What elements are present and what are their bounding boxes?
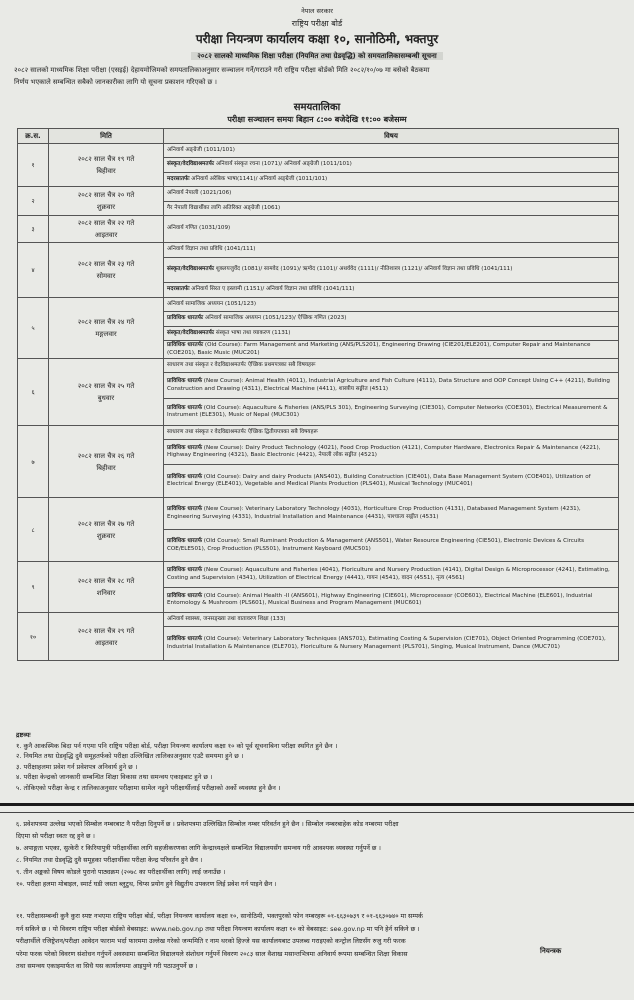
subject-text: अनिवार्य स्वास्थ्य, जनसङ्ख्या तथा वातावरण शिक्षा (133) [167, 615, 286, 622]
row-serial: ४ [18, 243, 49, 298]
row-serial: ८ [18, 498, 49, 562]
stream-prefix: प्राविधिक धारतर्फ [167, 567, 203, 573]
stream-prefix: संस्कृत/वेदविद्याश्रमतर्फः [167, 161, 215, 168]
exam-date: २०८२ साल चैत्र २२ गते [77, 219, 135, 227]
note-item: ९. तीन अङ्कको विषय कोडले पुरानो पाठ्यक्रम (२०७८ का परीक्षार्थीका लागि) लाई जनाउँछ । [16, 868, 226, 876]
subject-text: अनिवार्य अरेबिक भाषा(1141)/ अनिवार्य अङ्ग्रेजी (1011/101) [189, 175, 328, 182]
notes-contact [16, 910, 624, 973]
exam-day: शनिवार [96, 589, 116, 597]
page-divider [0, 803, 634, 806]
table-row [18, 187, 619, 202]
row-date-cell [49, 187, 164, 216]
col-header-sn: क्र.स. [18, 129, 49, 144]
subject-text: (Old Course): Aquaculture & Fisheries (ANS/PLS 301), Engineering Surveying (CIE301), Computer Networks (COE301), Electrical Measurement & Instrument (ELE301), Music of Nepal (MUC301) [167, 404, 608, 418]
subject-cell [164, 440, 619, 465]
subject-cell [164, 202, 619, 216]
row-date-cell [49, 144, 164, 187]
table-row [18, 562, 619, 588]
exam-date: २०८२ साल चैत्र २७ गते [77, 519, 135, 528]
row-serial: ६ [18, 359, 49, 426]
exam-day: आइतवार [94, 231, 118, 239]
note-item: ३. परीक्षाहलमा प्रवेश गर्न प्रवेशपत्र अनिवार्य हुने छ । [16, 762, 138, 771]
exam-date: २०८२ साल चैत्र २० गते [77, 191, 135, 199]
board-label: राष्ट्रिय परीक्षा बोर्ड [291, 19, 343, 28]
subject-cell [164, 158, 619, 173]
notice-title: २०८२ सालको माध्यमिक शिक्षा परीक्षा (नियमित तथा ग्रेडवृद्धि) को समयतालिकासम्बन्धी सूचना [0, 52, 634, 61]
exam-day: शुक्रवार [96, 203, 116, 211]
subject-text: अनिवार्य गणित (1031/109) [167, 225, 231, 232]
notes-title: द्रष्टव्यः [16, 731, 31, 739]
table-row [18, 359, 619, 373]
exam-date: २०८२ साल चैत्र २४ गते [77, 318, 135, 326]
subject-text: (Old Course): Small Ruminant Production & Management (ANS501), Water Resource Engineering (CIE501), Electronic Devices & Circuits COE/ELE501), Crop Production (PLS501), Instrument Keyboard (MUC501) [167, 538, 585, 552]
stream-prefix: प्राविधिक धारतर्फः [167, 315, 204, 322]
col-header-subject: विषय [164, 129, 619, 144]
page-divider-thin [0, 812, 634, 813]
exam-day: बुधवार [97, 394, 115, 402]
table-row [18, 144, 619, 158]
subject-cell [164, 173, 619, 187]
subject-cell [164, 216, 619, 243]
stream-prefix: प्राविधिक धारतर्फ [167, 538, 203, 544]
stream-prefix: मदरसातर्फः [167, 175, 190, 182]
subject-cell [164, 613, 619, 627]
row-date-cell [49, 498, 164, 562]
exam-date: २०८२ साल चैत्र २८ गते [77, 577, 135, 585]
signature-label: नियन्त्रक [540, 947, 562, 955]
note-item: ५. तोकिएको परीक्षा केन्द्र र तालिकाअनुसार परीक्षामा सामेल नहुने परीक्षार्थीलाई परीक्षाको अर्को व्यवस्था हुने छैन । [16, 783, 281, 792]
exam-day: मङ्गलवार [95, 330, 117, 338]
note-item: गर्न सकिने छ । यो विवरण राष्ट्रिय परीक्षा बोर्डको वेबसाइट: www.neb.gov.np तथा परीक्षा नियन्त्रण कार्यालय कक्षा १० को वेबसाइट: see.gov.np मा पनि हेर्न सकिने छ । [16, 924, 420, 933]
note-item: ४. परीक्षा केन्द्रको जानकारी सम्बन्धित शिक्षा विकास तथा समन्वय एकाइबाट हुने छ । [16, 773, 213, 781]
subject-cell [164, 498, 619, 530]
subject-text: अनिवार्य सामाजिक अध्ययन (1051/123) [167, 300, 257, 307]
subject-text: अनिवार्य नेपाली (1021/106) [167, 190, 232, 197]
govt-label: नेपाल सरकार [301, 7, 333, 15]
notes-section [16, 730, 624, 793]
subject-text: अनिवार्य सामाजिक अध्ययन (1051/123)/ ऐच्छिक गणित (2023) [203, 315, 347, 322]
subject-cell [164, 562, 619, 588]
subject-text: (New Course): Animal Health (4011), Industrial Agriculture and Fish Culture (4111), Data Structure and OOP Concept Using C++ (4211), Building Construction and Drawing (4311), Electrical Machine (4411), शास्त्रीय सङ्गीत (4511) [167, 378, 610, 392]
note-item: तथा समन्वय एकाइमार्फत वा सिधै यस कार्यालयमा आइपुग्ने गरी पठाउनुपर्ने छ । [16, 962, 198, 970]
subject-cell [164, 588, 619, 613]
subject-text: (Old Course): Dairy and dairy Products (ANS401), Building Construction (CIE401), Data Base Management System (COE401), Utilization of Electrical Energy (ELE401), Vegetable and Medical Plants Production (PLS401), Musical Technology (MUC401) [167, 473, 591, 487]
stream-prefix: प्राविधिक धारतर्फ [167, 444, 203, 451]
exam-day: बिहीवार [96, 167, 116, 175]
row-serial: ७ [18, 426, 49, 498]
stream-prefix: संस्कृत/वेदविद्याश्रमतर्फः [167, 266, 215, 273]
subject-text: शुक्लयजुर्वेद (1081)/ सामवेद (1091)/ ऋग्वेद (1101)/ अथर्ववेद (1111)/ नीतिशास्त्र (1121)/ अनिवार्य विज्ञान तथा प्रविधि (1041/111) [214, 266, 513, 273]
subject-text: अनिवार्य संस्कृत रचना (1071)/ अनिवार्य अङ्ग्रेजी (1011/101) [214, 161, 352, 168]
row-date-cell [49, 298, 164, 359]
exam-day: शुक्रवार [96, 531, 116, 540]
subject-cell [164, 327, 619, 341]
subject-cell [164, 341, 619, 359]
subject-cell [164, 359, 619, 373]
stream-prefix: मदरसातर्फः [167, 286, 190, 293]
subject-cell [164, 426, 619, 440]
stream-prefix: संस्कृत/वेदविद्याश्रमतर्फः [167, 329, 215, 336]
subject-cell [164, 144, 619, 158]
subject-text: अनिवार्य अङ्ग्रेजी (1011/101) [167, 146, 235, 153]
subject-cell [164, 373, 619, 399]
table-header-row [18, 129, 619, 144]
row-date-cell [49, 243, 164, 298]
subject-cell [164, 283, 619, 298]
note-item: परीक्षार्थीले रजिष्ट्रेशन/परीक्षा आवेदन फाराम भर्दा फारममा उल्लेख गरेको जन्ममिति र नाम थरको हिज्जे यस कार्यालयबाट उपलब्ध गराइएको कन्ट्रोल लिष्टसँग रुजु गरी फरक [16, 937, 406, 945]
subject-cell [164, 243, 619, 258]
office-title: परीक्षा नियन्त्रण कार्यालय कक्षा १०, सानोठिमी, भक्तपुर [195, 32, 439, 46]
exam-date: २०८२ साल चैत्र २३ गते [77, 260, 135, 268]
subject-cell [164, 465, 619, 498]
schedule-table [17, 128, 619, 661]
stream-prefix: प्राविधिक धारतर्फः [167, 342, 204, 348]
notes-continued [16, 818, 624, 890]
note-item: १०. परीक्षा हलमा मोबाइल, स्मार्ट घडी जस्ता ब्लुटुथ, चिप्स प्रयोग हुने विद्युतीय उपकरण लिई प्रवेश गर्न पाइने छैन । [16, 880, 277, 888]
note-item: ६. प्रवेशपत्रमा उल्लेख भएको सिम्बोल नम्बरबाट नै परीक्षा दिनुपर्ने छ । प्रवेशपत्रमा उल्लिखित सिम्बोल नम्बर परिवर्तन हुने छैन । सिम्बोल नम्बरबाहेक कोड नम्बरमा परीक्षा [16, 820, 399, 828]
note-item: ७. अपाङ्गता भएका, सुत्केरी र किरियापुत्री परीक्षार्थीका लागि सहजीकरणका लागि केन्द्राध्यक्षले सम्बन्धित विद्यालयसँग समन्वय गरी आवश्यक व्यवस्था गर्नुपर्ने छ । [16, 844, 381, 852]
subject-text: (New Course): Veterinary Laboratory Technology (4031), Horticulture Crop Production (4131), Databased Management System (4231), Engineering Surveying (4331), Industrial Installation and Maintenance (4431), पाश्चात्य सङ्गीत (4531) [167, 506, 581, 520]
note-item: १. कुनै आकस्मिक बिदा पर्न गएमा पनि राष्ट्रिय परीक्षा बोर्ड, परीक्षा नियन्त्रण कार्यालय कक्षा १० को पूर्व सूचनाबिना परीक्षा स्थगित हुने छैन । [16, 741, 338, 750]
subject-text: (Old Course): Veterinary Laboratory Techniques (ANS701), Estimating Costing & Supervision (CIE701), Object Oriented Programming (COE701), Industrial Installation & Maintenance (ELE701), Floriculture & Nursery Management (PLS701), Singing, Musical Instrument, Dance (MUC701) [167, 636, 606, 650]
exam-date: २०८२ साल चैत्र २५ गते [77, 382, 135, 390]
exam-date: २०८२ साल चैत्र २९ गते [77, 626, 135, 635]
subject-text: (New Course): Aquaculture and Fisheries (4041), Floriculture and Nursery Production (4141), Digital Design & Microprocessor (4241), Estimating, Costing and Supervision (4341), Utilization of Electrical Energy (4441), गायन (4541), वादन (4551), नृत्य (4561) [167, 567, 610, 581]
stream-prefix: प्राविधिक धारतर्फ [167, 636, 203, 642]
exam-day: बिहीवार [96, 463, 116, 472]
table-row [18, 298, 619, 312]
exam-day: आइतवार [94, 638, 118, 647]
table-row [18, 498, 619, 530]
note-item: परेमा फरक परेको विवरण संशोधन गर्नुपर्ने अवस्थामा सम्बन्धित विद्यालयले संशोधन गर्नुपर्ने विवरण २०८३ साल वैशाख मसान्तभित्रमा अनिवार्य रूपमा सम्बन्धित शिक्षा विकास [16, 949, 408, 958]
stream-prefix: प्राविधिक धारतर्फ [167, 592, 203, 599]
subject-text: गैर नेपाली विद्यार्थीका लागि अतिरिक्त अङ्ग्रेजी (1061) [167, 204, 281, 211]
subject-text: अनिवार्य विज्ञान तथा प्रविधि (1041/111) [167, 246, 256, 253]
subject-text: (Old Course): Animal Health -II (ANS601), Highway Engineering (CIE601), Microprocessor (COE601), Electrical Machine (ELE601), Industrial Entomology & Mushroom (PLS601), Musical Business and Program Management (MUC601) [167, 592, 593, 606]
row-date-cell [49, 216, 164, 243]
exam-date: २०८२ साल चैत्र २६ गते [77, 451, 135, 460]
exam-timing: परीक्षा सञ्चालन समयः बिहान ८:०० बजेदेखि ११:०० बजेसम्म [227, 115, 407, 124]
stream-prefix: प्राविधिक धारतर्फ [167, 506, 203, 512]
subject-text: साधारण तथा संस्कृत र वेदविद्याश्रमतर्फः ऐच्छिक द्वितीयपत्रका सबै विषयहरू [167, 428, 318, 435]
note-item: ८. नियमित तथा ग्रेडवृद्धि दुवै समूहका परीक्षार्थीका परीक्षा केन्द्र परिवर्तन हुने छैन । [16, 856, 203, 864]
intro-line: निर्णय भएकाले सम्बन्धित सबैको जानकारीका लागि यो सूचना प्रकाशन गरिएको छ । [14, 78, 217, 86]
col-header-date: मिति [49, 129, 164, 144]
row-date-cell [49, 359, 164, 426]
subject-text: (Old Course): Farm Management and Marketing (ANS/PLS201), Engineering Drawing (CIE201/ELE201), Computer Repair and Maintenance (COE201), Basic Music (MUC201) [167, 342, 591, 356]
table-row [18, 613, 619, 627]
subject-text: साधारण तथा संस्कृत र वेदविद्याश्रमतर्फः ऐच्छिक प्रथमपत्रका सबै विषयहरू [167, 361, 316, 368]
intro-line: २०८२ सालको माध्यमिक शिक्षा परीक्षा (एसइई) देहायमोजिमको समयतालिकाअनुसार सञ्चालन गर्ने/गराउने गरी राष्ट्रिय परीक्षा बोर्डको मिति २०८२/१०/०७ मा बसेको बैठकमा [14, 66, 430, 74]
note-item: ११. परीक्षासम्बन्धी कुनै कुरा स्पष्ट नभएमा राष्ट्रिय परीक्षा बोर्ड, परीक्षा नियन्त्रण कार्यालय कक्षा १०, सानोठिमी, भक्तपुरको फोन नम्बरहरू ०१-६६३०७३९ र ०१-६६३०७४० मा सम्पर्क [16, 912, 423, 920]
row-serial: ५ [18, 298, 49, 359]
row-serial: ३ [18, 216, 49, 243]
subject-cell [164, 530, 619, 562]
row-serial: १ [18, 144, 49, 187]
subject-text: अनिवार्य सिरत ए इस्लामी (1151)/ अनिवार्य विज्ञान तथा प्रविधि (1041/111) [189, 286, 355, 293]
stream-prefix: प्राविधिक धारतर्फ [167, 473, 203, 480]
row-date-cell [49, 426, 164, 498]
table-row [18, 216, 619, 243]
subject-cell [164, 312, 619, 327]
table-row [18, 243, 619, 258]
row-serial: ९ [18, 562, 49, 613]
table-row [18, 426, 619, 440]
intro-paragraph [14, 64, 622, 88]
row-serial: २ [18, 187, 49, 216]
exam-day: सोमवार [96, 272, 116, 280]
subject-cell [164, 627, 619, 661]
row-date-cell [49, 613, 164, 661]
subject-text: (New Course): Dairy Product Technology (4021), Food Crop Production (4121), Computer Hardware, Electronics Repair & Maintenance (4221), Highway Engineering (4321), Basic Electronic (4421), नेपाली लोक सङ्गीत (4521) [167, 444, 601, 458]
note-item: दिएमा सो परीक्षा स्वतः रद्द हुने छ । [16, 832, 95, 840]
note-item: २. नियमित तथा ग्रेडवृद्धि दुवै समूहतर्फको परीक्षा उल्लिखित तालिकाअनुसार एउटै समयमा हुने छ । [16, 752, 244, 760]
subject-text: संस्कृत भाषा तथा व्याकरण (1131) [214, 329, 291, 336]
row-serial: १० [18, 613, 49, 661]
stream-prefix: प्राविधिक धारतर्फ [167, 378, 203, 384]
exam-date: २०८२ साल चैत्र १९ गते [77, 155, 135, 163]
subject-cell [164, 258, 619, 283]
timetable-title: समयतालिका [293, 102, 341, 113]
subject-cell [164, 187, 619, 202]
subject-cell [164, 399, 619, 426]
stream-prefix: प्राविधिक धारतर्फ [167, 404, 203, 411]
subject-cell [164, 298, 619, 312]
row-date-cell [49, 562, 164, 613]
